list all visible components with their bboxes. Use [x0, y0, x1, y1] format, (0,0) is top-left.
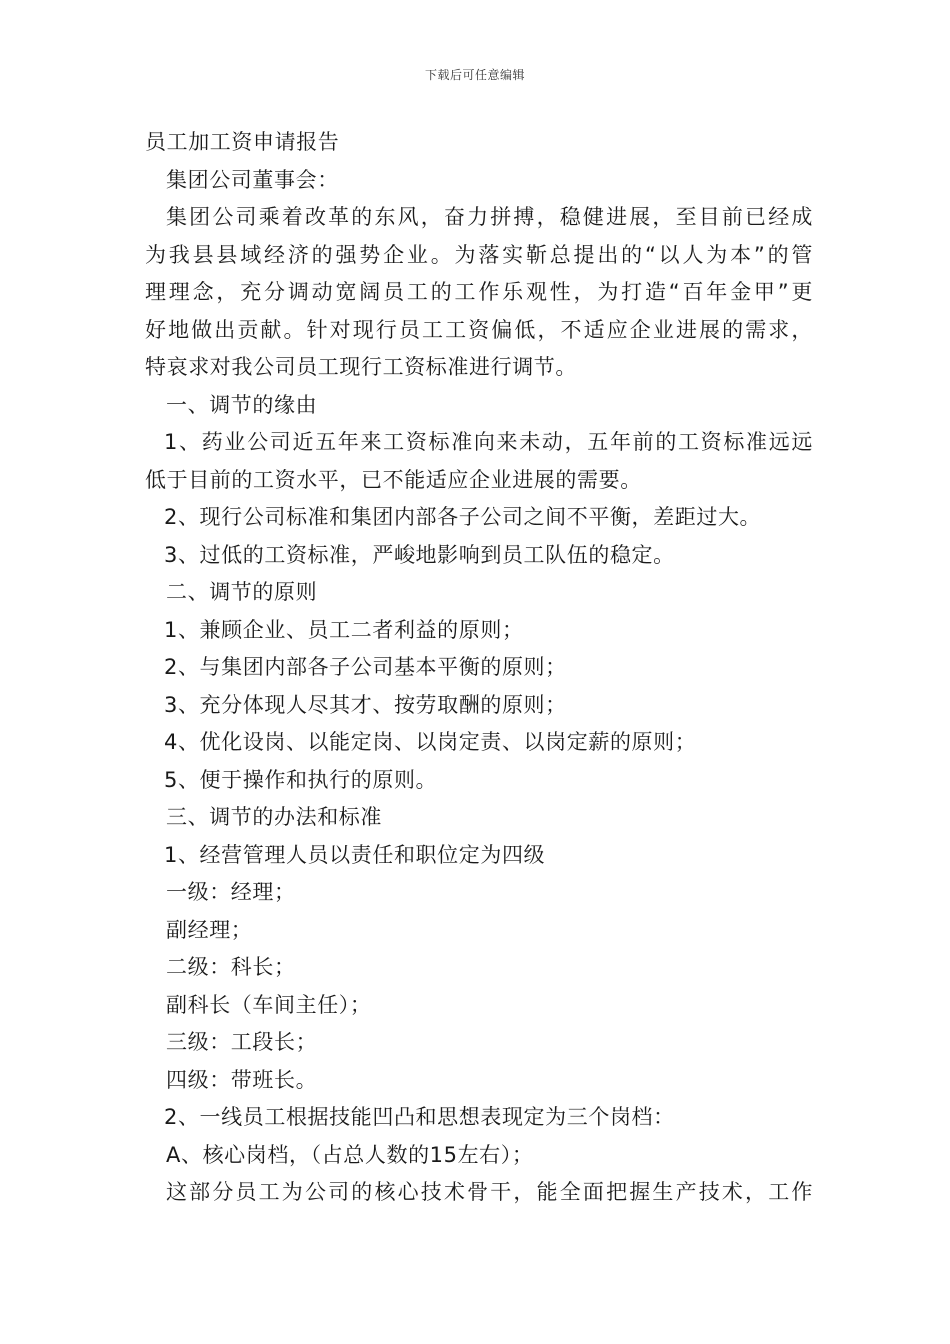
list-item: 4、优化设岗、以能定岗、以岗定责、以岗定薪的原则；: [164, 730, 697, 754]
level-item: 四级：带班长。: [166, 1067, 318, 1092]
section-heading: 二、调节的原则: [166, 580, 318, 604]
page-header: 下载后可任意编辑: [424, 68, 525, 82]
section-heading: 一、调节的缘由: [166, 392, 318, 417]
list-item: 2、与集团内部各子公司基本平衡的原则；: [164, 655, 567, 679]
paragraph-line: 这部分员工为公司的核心技术骨干，能全面把握生产技术，工作: [166, 1180, 813, 1204]
list-item: 1、经营管理人员以责任和职位定为四级: [164, 842, 546, 867]
list-item: 1、兼顾企业、员工二者利益的原则；: [164, 617, 524, 642]
level-item: 一级：经理；: [166, 880, 296, 904]
section-heading: 三、调节的办法和标准: [166, 805, 382, 829]
paragraph-line: 集团公司乘着改革的东风，奋力拼搏，稳健进展，至目前已经成: [166, 205, 813, 229]
salutation: 集团公司董事会：: [166, 167, 339, 192]
document-title: 员工加工资申请报告: [145, 130, 340, 154]
level-item: 二级：科长；: [166, 955, 296, 979]
list-item: 2、现行公司标准和集团内部各子公司之间不平衡，差距过大。: [164, 505, 762, 529]
list-item: 1、药业公司近五年来工资标准向来未动，五年前的工资标准远远: [164, 430, 813, 454]
paragraph-line: 理理念，充分调动宽阔员工的工作乐观性，为打造“百年金甲”更: [145, 280, 813, 304]
paragraph-line: 特哀求对我公司员工现行工资标准进行调节。: [145, 355, 577, 379]
level-item: 副科长（车间主任）；: [166, 992, 372, 1017]
level-item: 三级：工段长；: [166, 1030, 318, 1054]
paragraph-line: 好地做出贡献。针对现行员工工资偏低，不适应企业进展的需求，: [145, 317, 813, 342]
list-item: 5、便于操作和执行的原则。: [164, 767, 438, 792]
list-item: 3、过低的工资标准，严峻地影响到员工队伍的稳定。: [164, 542, 675, 567]
document-body: [145, 124, 813, 1212]
grade-item: A、核心岗档，（占总人数的15左右）；: [166, 1142, 534, 1167]
paragraph-line: 为我县县域经济的强势企业。为落实靳总提出的“以人为本”的管: [145, 242, 813, 267]
level-item: 副经理；: [166, 917, 253, 942]
list-item-continued: 低于目前的工资水平，已不能适应企业进展的需要。: [145, 467, 642, 492]
list-item: 3、充分体现人尽其才、按劳取酬的原则；: [164, 692, 567, 717]
list-item: 2、一线员工根据技能凹凸和思想表现定为三个岗档：: [164, 1105, 675, 1129]
